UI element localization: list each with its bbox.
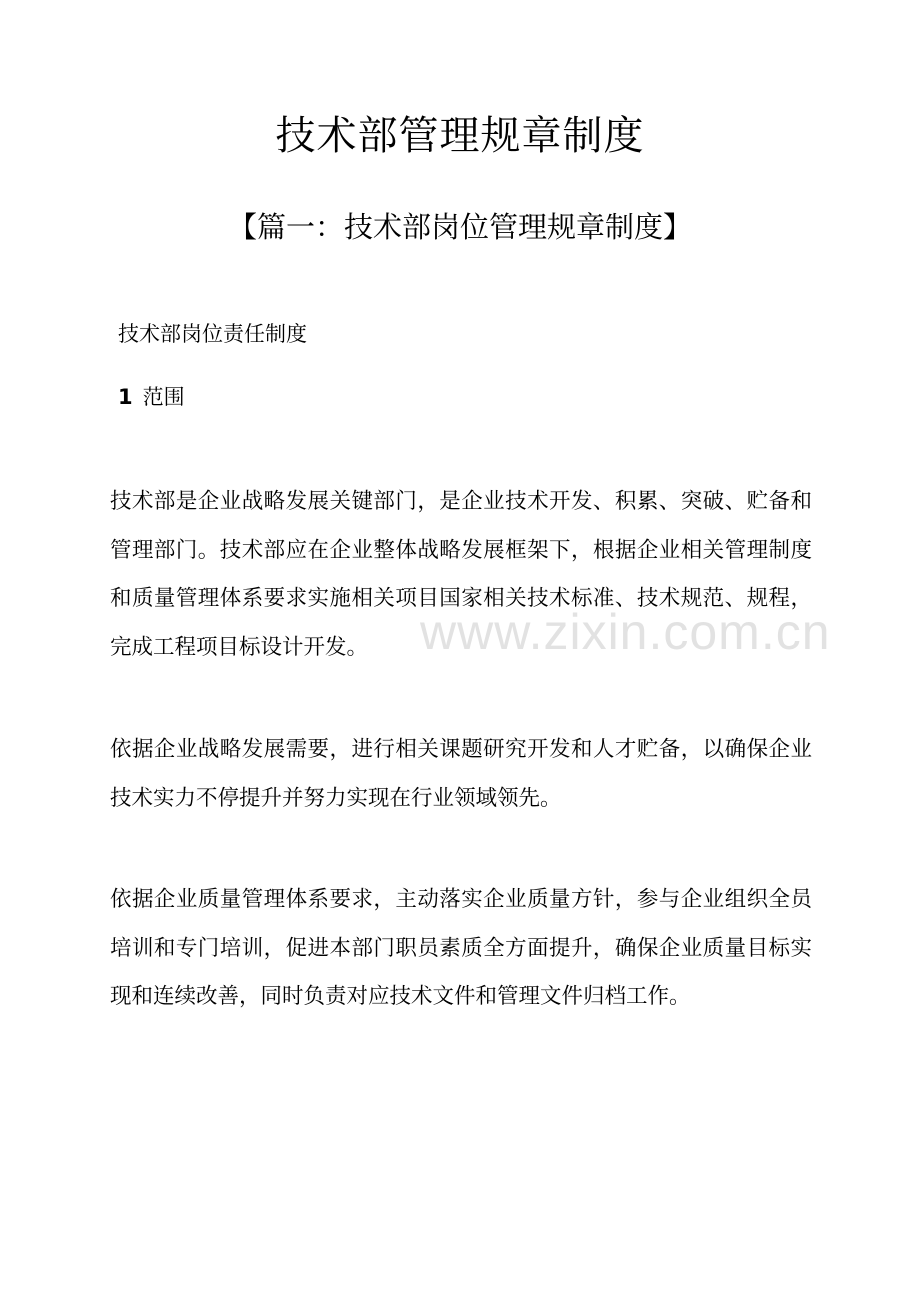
section-heading: 技术部岗位责任制度 [118,322,307,346]
subsection-number: 1 [118,385,133,409]
paragraph: 技术部是企业战略发展关键部门，是企业技术开发、积累、突破、贮备和管理部门。技术部应在企业整体战略发展框架下，根据企业相关管理制度和质量管理体系要求实施相关项目国家相关技术标准、技术规范、规程，完成工程项目标设计开发。 [110,489,812,660]
paragraph: 依据企业战略发展需要，进行相关课题研究开发和人才贮备，以确保企业技术实力不停提升并努力实现在行业领域领先。 [110,737,812,811]
subsection-heading [118,381,185,413]
watermark-text: www.zixin.com.cn [420,604,831,660]
paragraph: 依据企业质量管理体系要求，主动落实企业质量方针，参与企业组织全员培训和专门培训，促进本部门职员素质全方面提升，确保企业质量目标实现和连续改善，同时负责对应技术文件和管理文件归档工作。 [110,887,812,1009]
document-title: 技术部管理规章制度 [275,113,645,159]
subsection-label: 范围 [142,385,185,409]
document-subtitle: 【篇一：技术部岗位管理规章制度】 [227,210,692,244]
